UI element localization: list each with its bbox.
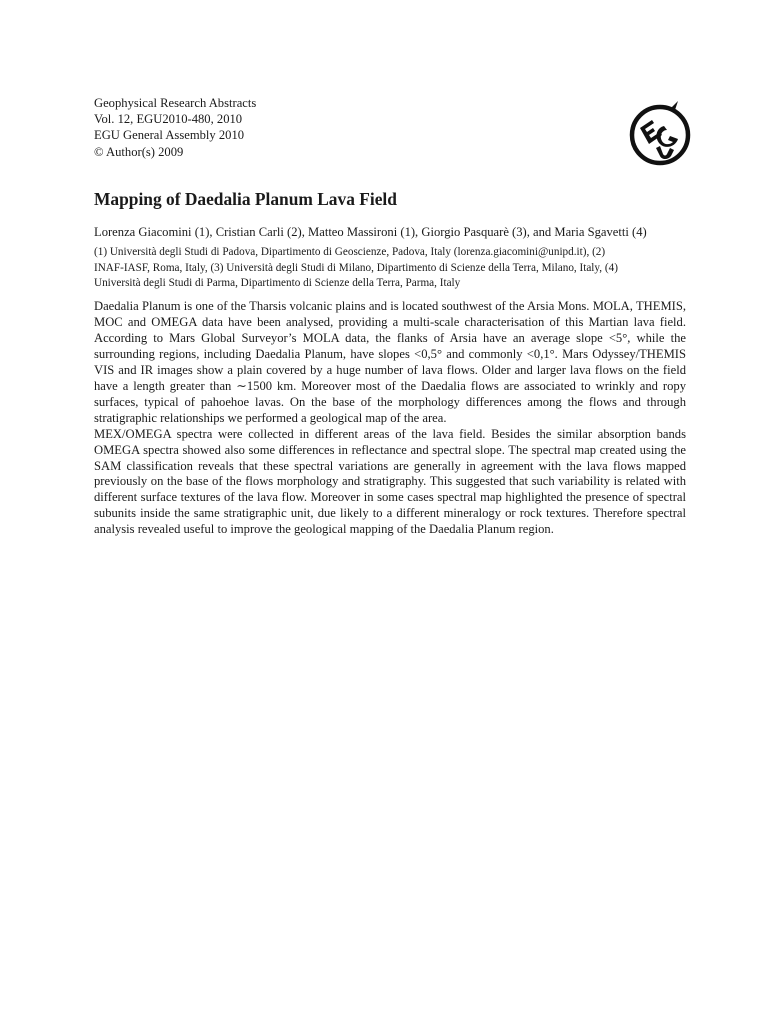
affiliation-line: (1) Università degli Studi di Padova, Dipartimento di Geoscienze, Padova, Italy (lorenza.giacomini@unipd.it), (2) (94, 246, 606, 258)
journal-name: Geophysical Research Abstracts (94, 96, 257, 110)
egu-logo-icon (626, 100, 694, 168)
abstract-paragraph: MEX/OMEGA spectra were collected in different areas of the lava field. Besides the similar absorption bands OMEGA spectra showed also some differences in reflectance and spectral slope. The spectral map created using the SAM classification reveals that these spectral variations are generally in agreement with the lava flows mapped previously on the base of the flows morphology and stratigraphy. This suggested that such variability is related with different surface textures of the lava flow. Moreover in some cases spectral map highlighted the presence of spectral subunits inside the same stratigraphic unit, due likely to a different mineralogy or rock textures. Therefore spectral analysis revealed useful to improve the geological mapping of the Daedalia Planum region. (94, 426, 686, 537)
affiliations (94, 245, 694, 292)
copyright-notice: © Author(s) 2009 (94, 144, 184, 159)
publication-header (94, 95, 256, 160)
abstract-paragraph: Daedalia Planum is one of the Tharsis volcanic plains and is located southwest of the Arsia Mons. MOLA, THEMIS, MOC and OMEGA data have been analysed, providing a multi-scale characterisation of this Martian lava field. According to Mars Global Surveyor’s MOLA data, the flanks of Arsia have an average slope <5°, while the surrounding regions, including Daedalia Planum, have slopes <0,5° and commonly <0,1°. Mars Odyssey/THEMIS VIS and IR images show a plain covered by a huge number of lava flows. Older and larger lava flows on the field have a length greater than ∼1500 km. Moreover most of the Daedalia flows are associated to wrinkly and ropy surfaces, typical of pahoehoe lavas. On the base of the morphology differences among the flows and through stratigraphic relationships we performed a geological map of the area. (94, 299, 686, 425)
author-list: Lorenza Giacomini (1), Cristian Carli (2), Matteo Massironi (1), Giorgio Pasquarè (3), and Maria Sgavetti (4) (94, 225, 647, 239)
paper-title: Mapping of Daedalia Planum Lava Field (94, 189, 397, 209)
affiliation-line: Università degli Studi di Parma, Dipartimento di Scienze della Terra, Parma, Italy (94, 277, 461, 290)
affiliation-line: INAF-IASF, Roma, Italy, (3) Università degli Studi di Milano, Dipartimento di Scienze della Terra, Milano, Italy, (4) (94, 261, 618, 274)
abstract-body (94, 299, 686, 538)
assembly-name: EGU General Assembly 2010 (94, 128, 245, 143)
volume-info: Vol. 12, EGU2010-480, 2010 (94, 112, 243, 127)
